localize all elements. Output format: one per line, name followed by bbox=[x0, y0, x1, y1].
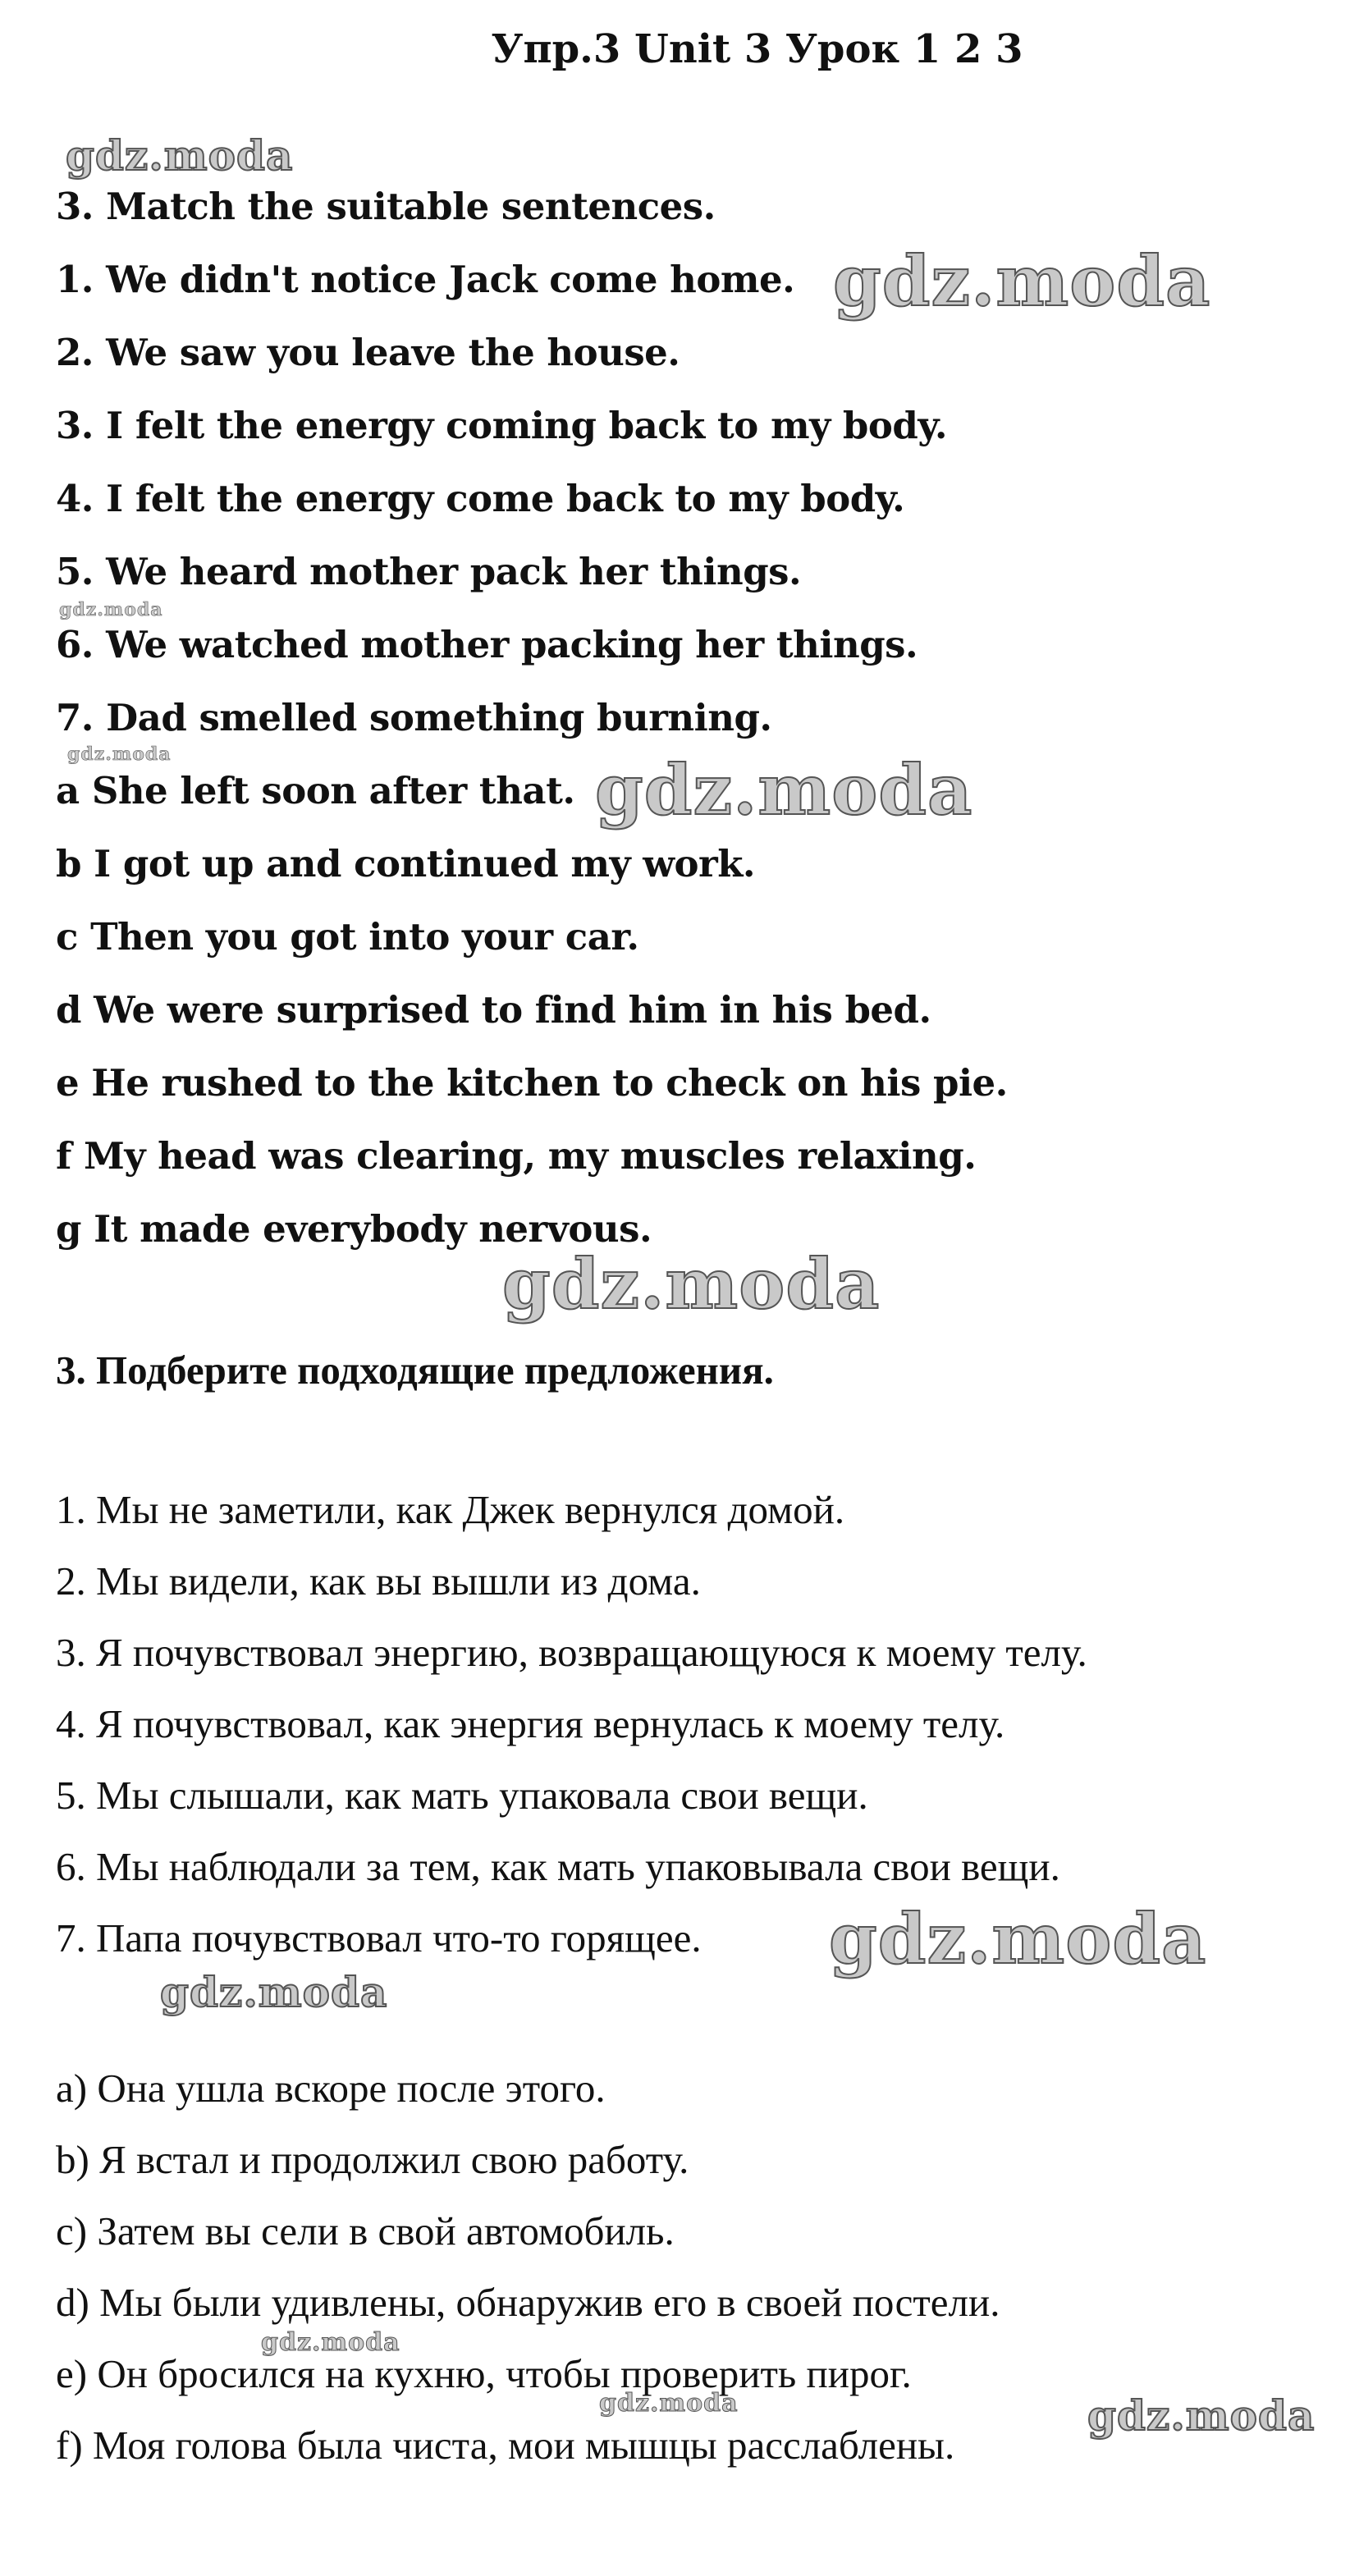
watermark: gdz.moda bbox=[829, 1898, 1207, 1979]
watermark: gdz.moda bbox=[67, 744, 172, 765]
russian-answer: b) Я встал и продолжил свою работу. bbox=[56, 2137, 689, 2182]
watermark: gdz.moda bbox=[502, 1243, 881, 1325]
english-answer: f My head was clearing, my muscles relaxing. bbox=[56, 1134, 977, 1178]
english-section bbox=[56, 182, 1008, 1278]
russian-sentence: 6. Мы наблюдали за тем, как мать упаковывала свои вещи. bbox=[56, 1844, 1060, 1889]
russian-answer: d) Мы были удивлены, обнаружив его в своей постели. bbox=[56, 2280, 1000, 2325]
english-answer: g It made everybody nervous. bbox=[56, 1207, 652, 1251]
russian-sentence: 3. Я почувствовал энергию, возвращающуюся к моему телу. bbox=[56, 1630, 1087, 1675]
watermark: gdz.moda bbox=[1087, 2391, 1316, 2440]
russian-sentence: 4. Я почувствовал, как энергия вернулась к моему телу. bbox=[56, 1701, 1005, 1746]
english-answer: d We were surprised to find him in his bed. bbox=[56, 988, 931, 1032]
russian-answer: a) Она ушла вскоре после этого. bbox=[56, 2066, 606, 2111]
russian-task-heading: 3. Подберите подходящие предложения. bbox=[56, 1347, 774, 1393]
watermark: gdz.moda bbox=[59, 599, 163, 620]
watermark: gdz.moda bbox=[160, 1968, 388, 2016]
russian-sentence: 1. Мы не заметили, как Джек вернулся домой. bbox=[56, 1487, 845, 1532]
english-answer: a She left soon after that. bbox=[56, 769, 575, 812]
english-answer: e He rushed to the kitchen to check on his pie. bbox=[56, 1061, 1008, 1105]
russian-answer: e) Он бросился на кухню, чтобы проверить пирог. bbox=[56, 2351, 912, 2396]
russian-sentence: 5. Мы слышали, как мать упаковала свои вещи. bbox=[56, 1773, 868, 1818]
watermark: gdz.moda bbox=[66, 131, 294, 180]
page-title: Упр.3 Unit 3 Урок 1 2 3 bbox=[491, 26, 1023, 72]
russian-sentence: 7. Папа почувствовал что-то горящее. bbox=[56, 1915, 702, 1961]
english-answer: b I got up and continued my work. bbox=[56, 842, 756, 885]
english-answer: c Then you got into your car. bbox=[56, 915, 639, 959]
russian-answers bbox=[56, 2064, 1000, 2492]
watermark: gdz.moda bbox=[595, 749, 973, 830]
english-sentence: 2. We saw you leave the house. bbox=[56, 331, 680, 374]
watermark: gdz.moda bbox=[261, 2328, 400, 2357]
english-sentence: 6. We watched mother packing her things. bbox=[56, 623, 918, 666]
english-sentence: 7. Dad smelled something burning. bbox=[56, 696, 772, 739]
russian-sentence: 2. Мы видели, как вы вышли из дома. bbox=[56, 1558, 701, 1604]
english-sentence: 4. I felt the energy come back to my body. bbox=[56, 477, 905, 520]
watermark: gdz.moda bbox=[833, 240, 1211, 322]
english-sentence: 3. I felt the energy coming back to my body. bbox=[56, 404, 947, 447]
russian-answer: c) Затем вы сели в свой автомобиль. bbox=[56, 2208, 675, 2253]
english-task-heading: 3. Match the suitable sentences. bbox=[56, 185, 716, 228]
watermark: gdz.moda bbox=[599, 2389, 739, 2418]
english-sentence: 5. We heard mother pack her things. bbox=[56, 550, 802, 593]
english-sentence: 1. We didn't notice Jack come home. bbox=[56, 258, 795, 301]
russian-answer: f) Моя голова была чиста, мои мышцы расслаблены. bbox=[56, 2423, 955, 2468]
